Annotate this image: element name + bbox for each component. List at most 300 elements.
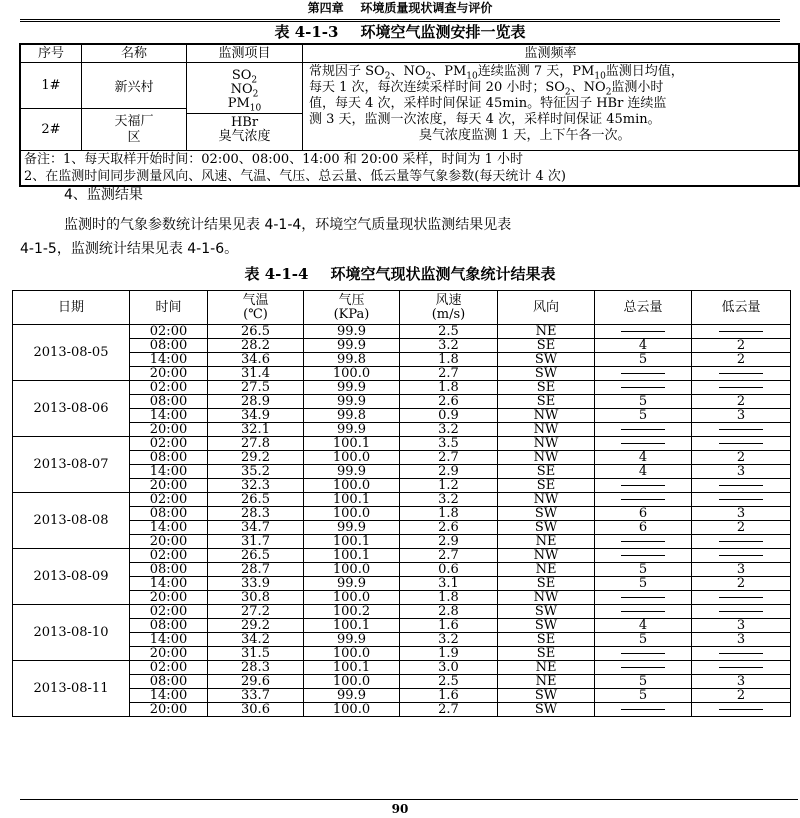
temp-cell: 35.2 [208,465,304,479]
table-row [13,647,791,661]
freq-text: 常规因子 SO [309,64,385,79]
temp-cell: 28.9 [208,395,304,409]
date-cell: 2013-08-10 [13,605,130,661]
wind-speed-cell: 2.5 [400,325,498,339]
table-row [13,591,791,605]
pollutant-hbr: HBr [230,115,259,130]
temp-cell: 30.6 [208,703,304,717]
table1-header-name: 名称 [82,45,187,63]
header-label: 气温 [242,292,269,308]
time-cell: 14:00 [130,409,208,423]
table-row [13,465,791,479]
table-row [13,451,791,465]
time-cell: 14:00 [130,633,208,647]
wind-speed-cell: 1.8 [400,591,498,605]
wind-speed-cell: 2.7 [400,549,498,563]
time-cell: 08:00 [130,395,208,409]
site-number: 2# [21,109,82,151]
pressure-cell: 99.9 [304,577,400,591]
low-cloud-cell: 3 [692,675,791,689]
wind-dir-cell: NE [498,325,595,339]
wind-dir-cell: SE [498,633,595,647]
dash-placeholder [719,667,763,668]
total-cloud-cell [595,703,692,717]
table-row [13,675,791,689]
wind-dir-cell: NW [498,591,595,605]
table-row [13,535,791,549]
wind-speed-cell: 3.2 [400,633,498,647]
pressure-cell: 99.9 [304,395,400,409]
dash-placeholder [621,429,665,430]
time-cell: 02:00 [130,661,208,675]
time-cell: 02:00 [130,381,208,395]
pressure-cell: 100.0 [304,591,400,605]
dash-placeholder [621,443,665,444]
table-row [13,493,791,507]
temp-cell: 31.4 [208,367,304,381]
total-cloud-cell: 6 [595,521,692,535]
table1-header-items: 监测项目 [187,45,303,63]
pressure-cell: 99.9 [304,325,400,339]
wind-dir-cell: SW [498,353,595,367]
pressure-cell: 100.1 [304,535,400,549]
dash-placeholder [719,331,763,332]
header-total-cloud: 总云量 [595,291,692,325]
low-cloud-cell: 2 [692,521,791,535]
wind-dir-cell: NW [498,409,595,423]
pressure-cell: 100.0 [304,479,400,493]
wind-dir-cell: SE [498,381,595,395]
low-cloud-cell [692,325,791,339]
wind-speed-cell: 0.6 [400,563,498,577]
site-name: 新兴村 [82,63,187,109]
time-cell: 02:00 [130,437,208,451]
low-cloud-cell: 3 [692,563,791,577]
dash-placeholder [621,499,665,500]
pressure-cell: 100.1 [304,661,400,675]
dash-placeholder [719,485,763,486]
dash-placeholder [621,653,665,654]
temp-cell: 28.3 [208,507,304,521]
time-cell: 20:00 [130,647,208,661]
table-row [13,577,791,591]
wind-dir-cell: NE [498,675,595,689]
total-cloud-cell [595,423,692,437]
header-label: 风速 [435,292,462,308]
table-row [13,549,791,563]
pollutant-pm10: PM [227,96,250,111]
table-row [13,423,791,437]
dash-placeholder [719,611,763,612]
dash-placeholder [621,373,665,374]
low-cloud-cell [692,423,791,437]
temp-cell: 26.5 [208,325,304,339]
time-cell: 20:00 [130,591,208,605]
header-low-cloud: 低云量 [692,291,791,325]
table2-caption-title: 环境空气现状监测气象统计结果表 [330,265,556,283]
low-cloud-cell [692,535,791,549]
freq-text: 臭气浓度监测 1 天，上下午各一次。 [419,128,631,143]
dash-placeholder [621,541,665,542]
site-name [82,109,187,151]
wind-speed-cell: 2.6 [400,521,498,535]
time-cell: 08:00 [130,339,208,353]
dash-placeholder [621,611,665,612]
dash-placeholder [719,709,763,710]
temp-cell: 27.2 [208,605,304,619]
wind-dir-cell: NE [498,563,595,577]
temp-cell: 34.7 [208,521,304,535]
time-cell: 08:00 [130,675,208,689]
total-cloud-cell: 5 [595,395,692,409]
table-row [13,367,791,381]
total-cloud-cell [595,549,692,563]
temp-cell: 32.1 [208,423,304,437]
note-line: 2、在监测时间同步测量风向、风速、气温、气压、总云量、低云量等气象参数(每天统计 4 次) [24,169,566,184]
table1-notes [21,151,799,186]
freq-text: 、PM [431,64,467,79]
header-temperature [208,291,304,325]
pressure-cell: 100.0 [304,563,400,577]
wind-speed-cell: 3.2 [400,493,498,507]
wind-speed-cell: 1.2 [400,479,498,493]
monitoring-items [187,63,303,151]
wind-speed-cell: 3.0 [400,661,498,675]
table2-caption-number: 表 4-1-4 [244,265,309,283]
low-cloud-cell [692,437,791,451]
low-cloud-cell: 2 [692,353,791,367]
subscript: 2 [605,87,612,98]
temp-cell: 29.2 [208,451,304,465]
page-number: 90 [391,802,409,816]
total-cloud-cell: 5 [595,675,692,689]
time-cell: 14:00 [130,689,208,703]
pressure-cell: 99.9 [304,423,400,437]
table1-caption-title: 环境空气监测安排一览表 [360,23,526,41]
low-cloud-cell: 3 [692,507,791,521]
dash-placeholder [621,709,665,710]
table-row [13,339,791,353]
wind-dir-cell: SW [498,605,595,619]
time-cell: 14:00 [130,353,208,367]
table-row [13,563,791,577]
time-cell: 02:00 [130,493,208,507]
low-cloud-cell [692,493,791,507]
pressure-cell: 99.9 [304,381,400,395]
table-row [13,437,791,451]
monitoring-arrangement-table [20,44,799,186]
subscript: 2 [564,87,571,98]
total-cloud-cell: 5 [595,577,692,591]
table1-header-no: 序号 [21,45,82,63]
pressure-cell: 100.1 [304,437,400,451]
pressure-cell: 100.0 [304,675,400,689]
pressure-cell: 99.8 [304,409,400,423]
pressure-cell: 99.9 [304,465,400,479]
time-cell: 02:00 [130,549,208,563]
temp-cell: 26.5 [208,493,304,507]
dash-placeholder [719,373,763,374]
total-cloud-cell [595,647,692,661]
wind-speed-cell: 1.8 [400,381,498,395]
pressure-cell: 100.0 [304,647,400,661]
wind-dir-cell: SW [498,689,595,703]
low-cloud-cell: 3 [692,633,791,647]
temp-cell: 34.2 [208,633,304,647]
dash-placeholder [719,387,763,388]
table-row [13,409,791,423]
table-row [13,521,791,535]
table1-caption [0,22,800,42]
wind-dir-cell: SE [498,395,595,409]
header-wind-direction: 风向 [498,291,595,325]
wind-speed-cell: 3.2 [400,423,498,437]
total-cloud-cell [595,325,692,339]
pressure-cell: 100.0 [304,703,400,717]
total-cloud-cell: 4 [595,465,692,479]
subscript: 10 [594,71,606,82]
temp-cell: 29.2 [208,619,304,633]
time-cell: 08:00 [130,507,208,521]
table2-caption [0,264,800,284]
low-cloud-cell [692,605,791,619]
wind-dir-cell: SW [498,367,595,381]
freq-text: 连续监测 7 天，PM [477,64,595,79]
pollutant-odor: 臭气浓度 [218,129,271,144]
wind-dir-cell: NW [498,451,595,465]
table-row [13,507,791,521]
table2-body [13,325,791,717]
time-cell: 20:00 [130,479,208,493]
table-row [13,605,791,619]
freq-text: 监测日均值， [605,64,684,79]
pressure-cell: 100.0 [304,507,400,521]
total-cloud-cell [595,437,692,451]
temp-cell: 31.5 [208,647,304,661]
low-cloud-cell [692,381,791,395]
wind-speed-cell: 2.6 [400,395,498,409]
low-cloud-cell [692,703,791,717]
paragraph-line: 监测时的气象参数统计结果见表 4-1-4，环境空气质量现状监测结果见表 [64,217,512,233]
wind-dir-cell: SW [498,619,595,633]
paragraph-line: 4-1-5，监测统计结果见表 4-1-6。 [20,241,239,257]
temp-cell: 31.7 [208,535,304,549]
header-date: 日期 [13,291,130,325]
date-cell: 2013-08-09 [13,549,130,605]
subscript: 2 [252,89,259,100]
date-cell: 2013-08-07 [13,437,130,493]
wind-dir-cell: NW [498,423,595,437]
time-cell: 20:00 [130,535,208,549]
low-cloud-cell [692,647,791,661]
pressure-cell: 100.0 [304,451,400,465]
wind-dir-cell: SE [498,479,595,493]
dash-placeholder [621,485,665,486]
wind-speed-cell: 1.8 [400,507,498,521]
wind-speed-cell: 1.8 [400,353,498,367]
table-row [13,689,791,703]
time-cell: 08:00 [130,451,208,465]
header-time: 时间 [130,291,208,325]
temp-cell: 27.5 [208,381,304,395]
total-cloud-cell: 6 [595,507,692,521]
total-cloud-cell: 5 [595,563,692,577]
section-heading: 4、监测结果 [64,187,143,203]
low-cloud-cell [692,591,791,605]
table-row [13,479,791,493]
temp-cell: 32.3 [208,479,304,493]
low-cloud-cell: 2 [692,689,791,703]
pollutant-no2: NO [230,82,253,97]
pressure-cell: 100.0 [304,367,400,381]
table1-caption-number: 表 4-1-3 [274,23,339,41]
pressure-cell: 99.8 [304,353,400,367]
total-cloud-cell: 5 [595,409,692,423]
wind-dir-cell: SE [498,465,595,479]
temp-cell: 28.3 [208,661,304,675]
low-cloud-cell: 2 [692,577,791,591]
table1-header-row [21,45,799,63]
table-row [13,619,791,633]
subscript: 2 [425,71,432,82]
wind-dir-cell: NW [498,493,595,507]
total-cloud-cell [595,493,692,507]
note-line: 备注：1、每天取样开始时间：02:00、08:00、14:00 和 20:00 采样，时间为 1 小时 [24,152,524,167]
low-cloud-cell: 2 [692,451,791,465]
table-row [13,661,791,675]
wind-dir-cell: SW [498,521,595,535]
total-cloud-cell [595,367,692,381]
wind-speed-cell: 2.7 [400,703,498,717]
total-cloud-cell [595,661,692,675]
table-row [13,395,791,409]
table-row [13,353,791,367]
table2-header-row [13,291,791,325]
pressure-cell: 99.9 [304,689,400,703]
wind-dir-cell: NE [498,661,595,675]
wind-speed-cell: 2.9 [400,465,498,479]
chapter-title: 环境质量现状调查与评价 [360,1,493,15]
wind-speed-cell: 1.9 [400,647,498,661]
temp-cell: 34.9 [208,409,304,423]
freq-text: 每天 1 次，每次连续采样时间 20 小时；SO [309,80,565,95]
low-cloud-cell: 2 [692,339,791,353]
table-row [13,703,791,717]
header-pressure [304,291,400,325]
temp-cell: 26.5 [208,549,304,563]
wind-speed-cell: 3.5 [400,437,498,451]
wind-speed-cell: 0.9 [400,409,498,423]
freq-text: 测 3 天，监测一次浓度，每天 4 次，采样时间保证 45min。 [309,112,661,127]
header-unit: (℃) [243,306,268,322]
table1-notes-row [21,151,799,186]
wind-speed-cell: 2.7 [400,367,498,381]
low-cloud-cell: 3 [692,409,791,423]
pressure-cell: 100.1 [304,619,400,633]
dash-placeholder [719,429,763,430]
time-cell: 14:00 [130,465,208,479]
wind-dir-cell: SW [498,507,595,521]
site-name-line: 区 [127,129,141,145]
wind-speed-cell: 3.1 [400,577,498,591]
wind-dir-cell: SE [498,339,595,353]
subscript: 10 [466,71,478,82]
total-cloud-cell: 5 [595,353,692,367]
temp-cell: 33.9 [208,577,304,591]
freq-text: 、NO [570,80,606,95]
low-cloud-cell [692,661,791,675]
footer-rule [20,799,798,800]
header-unit: (m/s) [431,306,466,322]
low-cloud-cell: 2 [692,395,791,409]
total-cloud-cell [595,381,692,395]
table-row [13,633,791,647]
dash-placeholder [719,653,763,654]
dash-placeholder [621,387,665,388]
dash-placeholder [719,541,763,542]
header-wind-speed [400,291,498,325]
monitoring-frequency [303,63,799,151]
table1-row [21,63,799,109]
temp-cell: 29.6 [208,675,304,689]
subscript: 10 [249,103,262,114]
chapter-label: 第四章 [307,1,344,15]
dash-placeholder [621,555,665,556]
table1-header-frequency: 监测频率 [303,45,799,63]
page-header [20,0,780,20]
wind-dir-cell: NW [498,549,595,563]
pressure-cell: 100.1 [304,549,400,563]
wind-speed-cell: 2.8 [400,605,498,619]
total-cloud-cell: 5 [595,633,692,647]
wind-speed-cell: 1.6 [400,689,498,703]
temp-cell: 28.2 [208,339,304,353]
total-cloud-cell: 4 [595,451,692,465]
header-unit: (KPa) [333,306,370,322]
time-cell: 14:00 [130,577,208,591]
meteorological-statistics-table [12,290,791,717]
dash-placeholder [621,667,665,668]
date-cell: 2013-08-06 [13,381,130,437]
subscript: 2 [384,71,391,82]
temp-cell: 30.8 [208,591,304,605]
low-cloud-cell [692,367,791,381]
temp-cell: 28.7 [208,563,304,577]
site-name-line: 天福厂 [114,113,154,129]
wind-speed-cell: 1.6 [400,619,498,633]
date-cell: 2013-08-05 [13,325,130,381]
time-cell: 02:00 [130,325,208,339]
total-cloud-cell [595,479,692,493]
total-cloud-cell [595,605,692,619]
pressure-cell: 99.9 [304,339,400,353]
total-cloud-cell: 4 [595,339,692,353]
total-cloud-cell [595,591,692,605]
pollutant-so2: SO [231,68,252,83]
wind-dir-cell: SE [498,577,595,591]
freq-text: 值，每天 4 次，采样时间保证 45min。特征因子 HBr 连续监 [309,96,667,111]
time-cell: 20:00 [130,703,208,717]
wind-speed-cell: 2.7 [400,451,498,465]
time-cell: 02:00 [130,605,208,619]
date-cell: 2013-08-11 [13,661,130,717]
wind-dir-cell: NW [498,437,595,451]
dash-placeholder [719,597,763,598]
table-row [13,381,791,395]
wind-dir-cell: SW [498,703,595,717]
total-cloud-cell: 4 [595,619,692,633]
dash-placeholder [719,555,763,556]
